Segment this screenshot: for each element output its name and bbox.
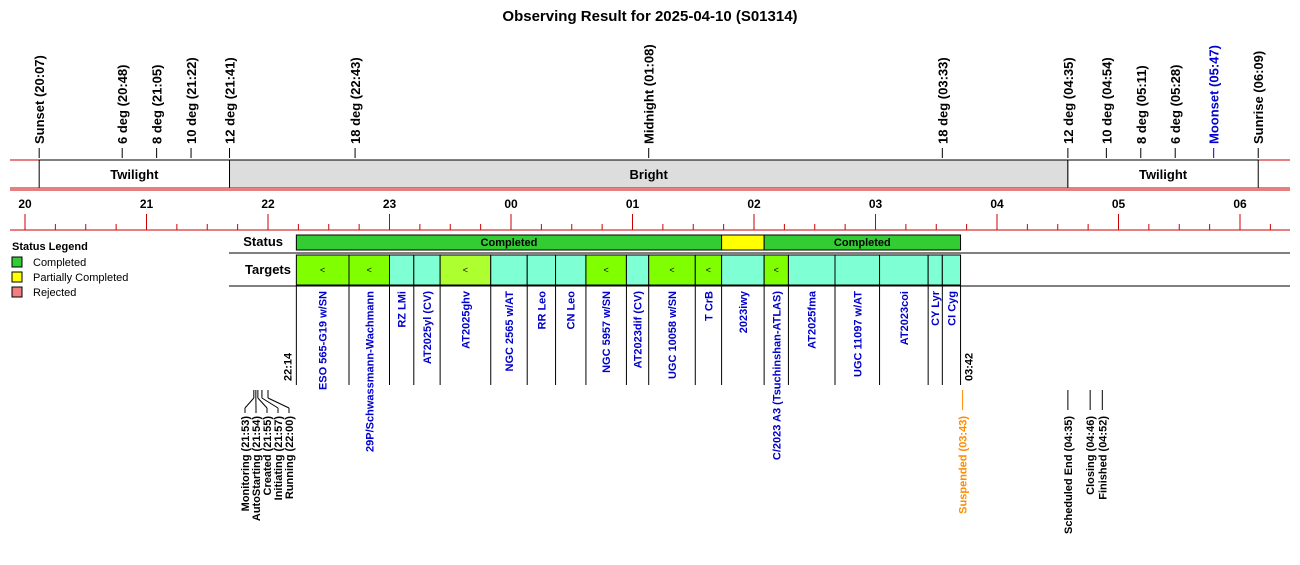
target-name-at2023coi: AT2023coi (899, 291, 911, 345)
target-block-rz-lmi (390, 255, 414, 285)
target-name-at2025fma: AT2025fma (807, 290, 819, 349)
sky-band-label: Twilight (110, 167, 159, 182)
status-row (229, 234, 1290, 253)
event-label-12-deg-21-41: 12 deg (21:41) (223, 57, 238, 144)
legend-title: Status Legend (12, 241, 88, 253)
state-event-label-autostarting-21-54: AutoStarting (21:54) (251, 416, 263, 521)
hour-tick-label: 21 (140, 197, 154, 211)
state-event-label-scheduled-end-04-35: Scheduled End (04:35) (1063, 416, 1075, 534)
target-block-ngc-2565-w-at (491, 255, 527, 285)
target-name-29p-schwassmann-wachmann: 29P/Schwassmann-Wachmann (364, 291, 376, 452)
hour-tick-label: 23 (383, 197, 397, 211)
legend-item-label: Partially Completed (33, 272, 128, 284)
target-name-ugc-11097-w-at: UGC 11097 w/AT (852, 291, 864, 377)
sky-band-label: Twilight (1139, 167, 1188, 182)
target-name-at2025yl-cv: AT2025yl (CV) (422, 291, 434, 364)
target-marker: < (320, 265, 325, 275)
state-event-label-finished-04-52: Finished (04:52) (1097, 416, 1109, 500)
event-label-10-deg-21-22: 10 deg (21:22) (184, 57, 199, 144)
target-block-cn-leo (556, 255, 586, 285)
target-name-cn-leo: CN Leo (566, 291, 578, 330)
event-label-18-deg-22-43: 18 deg (22:43) (348, 57, 363, 144)
target-name-ci-cyg: CI Cyg (946, 291, 958, 326)
hour-tick-label: 03 (869, 197, 883, 211)
event-label-sunrise-06-09: Sunrise (06:09) (1251, 51, 1266, 144)
legend-swatch (12, 287, 22, 297)
event-label-midnight-01-08: Midnight (01:08) (642, 44, 657, 144)
state-event-connector (258, 398, 267, 408)
event-label-sunset-20-07: Sunset (20:07) (32, 55, 47, 144)
event-label-12-deg-04-35: 12 deg (04:35) (1061, 57, 1076, 144)
event-label-8-deg-05-11: 8 deg (05:11) (1134, 65, 1149, 144)
target-block-ci-cyg (942, 255, 960, 285)
target-block-2023iwy (722, 255, 765, 285)
hour-tick-label: 04 (990, 197, 1004, 211)
state-event-label-initiating-21-57: Initiating (21:57) (273, 416, 285, 501)
target-marker: < (367, 265, 372, 275)
legend-item-label: Rejected (33, 287, 76, 299)
state-event-label-running-22-00: Running (22:00) (284, 416, 296, 499)
legend-swatch (12, 272, 22, 282)
hour-tick-label: 20 (18, 197, 32, 211)
target-name-cy-lyr: CY Lyr (930, 290, 942, 326)
hour-tick-label: 05 (1112, 197, 1126, 211)
status-segment-label: Completed (834, 237, 891, 249)
state-event-label-closing-04-46: Closing (04:46) (1085, 416, 1097, 495)
target-block-cy-lyr (928, 255, 942, 285)
target-block-ugc-11097-w-at (835, 255, 880, 285)
hour-tick-label: 01 (626, 197, 640, 211)
target-block-at2025fma (788, 255, 835, 285)
target-name-rz-lmi: RZ LMi (397, 291, 409, 328)
hour-tick-label: 00 (504, 197, 518, 211)
hour-tick-label: 06 (1233, 197, 1247, 211)
state-event-connector (268, 398, 289, 408)
target-name-ugc-10058-w-sn: UGC 10058 w/SN (667, 291, 679, 379)
state-event-connector (245, 398, 254, 408)
event-markers (32, 44, 1266, 158)
targets-row-label: Targets (245, 262, 291, 277)
status-legend (12, 241, 128, 299)
target-block-at2023coi (880, 255, 929, 285)
target-marker: < (604, 265, 609, 275)
targets-row (229, 255, 1290, 460)
state-event-label-created-21-55: Created (21:55) (262, 416, 274, 496)
target-block-at2025yl-cv (414, 255, 440, 285)
hour-axis (10, 190, 1290, 230)
hour-tick-label: 02 (747, 197, 761, 211)
target-block-at2023dif-cv (626, 255, 648, 285)
target-marker: < (706, 265, 711, 275)
target-name-t-crb: T CrB (703, 291, 715, 321)
event-label-6-deg-20-48: 6 deg (20:48) (115, 65, 130, 144)
event-label-8-deg-21-05: 8 deg (21:05) (150, 65, 165, 144)
event-label-6-deg-05-28: 6 deg (05:28) (1168, 65, 1183, 144)
sky-band-label: Bright (630, 167, 669, 182)
run-start-time: 22:14 (282, 352, 294, 381)
target-name-rr-leo: RR Leo (536, 291, 548, 330)
chart-title: Observing Result for 2025-04-10 (S01314) (502, 8, 797, 25)
event-label-moonset-05-47: Moonset (05:47) (1207, 45, 1222, 144)
state-event-connector (262, 398, 278, 408)
target-block-rr-leo (527, 255, 555, 285)
status-row-label: Status (243, 234, 283, 249)
target-name-ngc-2565-w-at: NGC 2565 w/AT (504, 291, 516, 372)
target-name-at2023dif-cv: AT2023dif (CV) (633, 291, 645, 369)
legend-item-label: Completed (33, 257, 86, 269)
target-name-at2025ghv: AT2025ghv (460, 290, 472, 349)
target-marker: < (669, 265, 674, 275)
target-marker: < (774, 265, 779, 275)
target-name-2023iwy: 2023iwy (738, 290, 750, 333)
hour-tick-label: 22 (261, 197, 275, 211)
legend-swatch (12, 257, 22, 267)
event-label-10-deg-04-54: 10 deg (04:54) (1099, 57, 1114, 144)
state-event-label-monitoring-21-53: Monitoring (21:53) (240, 416, 252, 512)
status-segment-label: Completed (481, 237, 538, 249)
target-name-c-2023-a3-tsuchinshan-atlas: C/2023 A3 (Tsuchinshan-ATLAS) (771, 291, 783, 460)
run-end-time: 03:42 (964, 353, 976, 381)
state-event-label-suspended-03-43: Suspended (03:43) (958, 416, 970, 514)
sky-bands (10, 160, 1290, 188)
target-name-eso-565-g19-w-sn: ESO 565-G19 w/SN (318, 291, 330, 390)
target-marker: < (463, 265, 468, 275)
event-label-18-deg-03-33: 18 deg (03:33) (935, 57, 950, 144)
status-segment (722, 235, 765, 250)
target-name-ngc-5957-w-sn: NGC 5957 w/SN (601, 291, 613, 373)
